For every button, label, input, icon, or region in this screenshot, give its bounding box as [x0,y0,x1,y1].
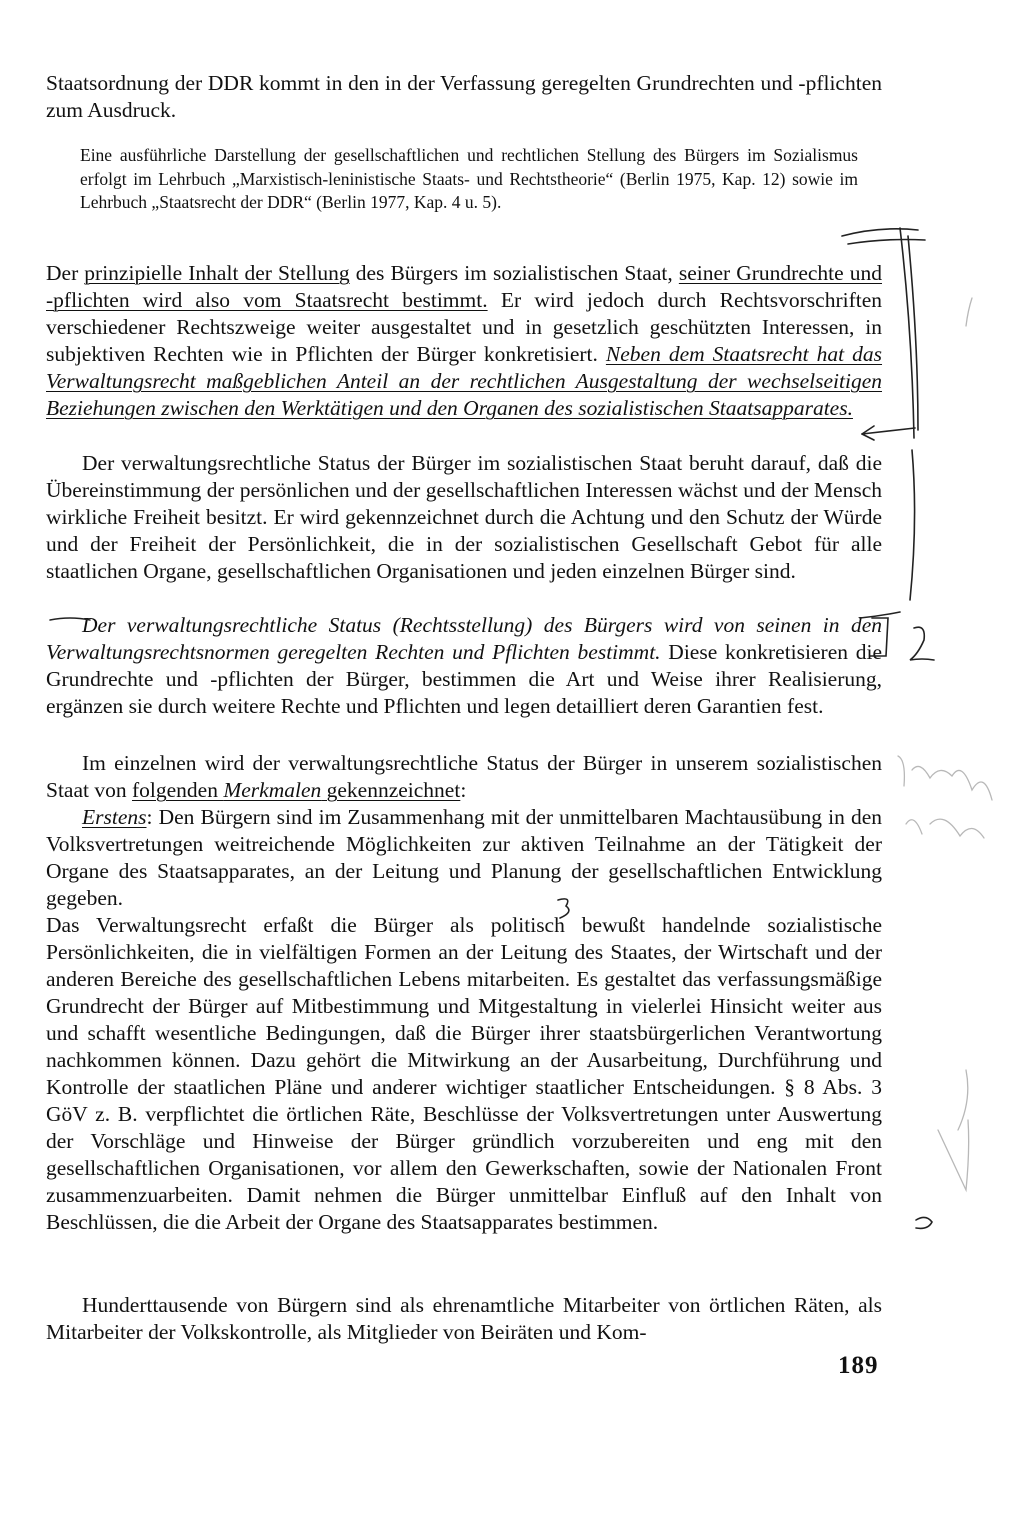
paragraph-intro: Staatsordnung der DDR kommt in den in der Verfassung geregelten Grundrechten und -pflichten zum Ausdruck. [46,71,882,122]
paragraph-principles [46,260,882,422]
text-run: Er wird jedoch durch Rechtsvorschriften verschiedener Rechtszweige weiter ausgestaltet und in gesetzlich geschützten Interessen, in subjektiven Rechten wie in Pflichten der Bürger konkretisiert. [46,288,882,366]
italic-underlined-run: Neben dem Staatsrecht hat das Verwaltungsrecht maßgeblichen Anteil an der rechtlichen Ausgestaltung der wechselseitigen Beziehungen zwischen den Werktätigen und den Organen des sozialistischen Staatsapparates. [46,342,883,420]
text-run: : Den Bürgern sind im Zusammenhang mit der unmittelbaren Machtausübung in den Volksvertretungen weitreichende Möglichkeiten zur aktiven Teilnahme an der Tätigkeit der Organe des Staatsapparates, an der Leitung und Planung der gesellschaftlichen Entwicklung gegeben. [46,805,882,910]
underlined-run: gekennzeichnet [321,778,461,802]
text-run: Im einzelnen wird der verwaltungsrechtliche Status der Bürger in unserem sozialistischen Staat von [46,751,882,802]
paragraph-volunteers: Hunderttausende von Bürgern sind als ehrenamtliche Mitarbeiter von örtlichen Räten, als Mitarbeiter der Volkskontrolle, als Mitglieder von Beiräten und Kom- [46,1293,882,1344]
italic-run: Der verwaltungsrechtliche Status (Rechtsstellung) des Bürgers wird von seinen in den Verwaltungsrechtsnormen geregelten Rechten und Pflichten bestimmt. [46,613,882,664]
page-number: 189 [838,1352,879,1379]
text-run: Der [46,261,85,285]
text-run: des Bürgers im sozialistischen Staat, [349,261,679,285]
underlined-run: prinzipielle Inhalt der Stellung [84,261,350,285]
underlined-run: seiner Grundrechte und -pflichten wird also vom Staatsrecht bestimmt. [46,261,882,312]
italic-underlined-run: Merkmalen [223,778,322,802]
underlined-run: folgenden [132,778,224,802]
paragraph-first-feature [46,804,882,912]
paragraph-administrative-law: Das Verwaltungsrecht erfaßt die Bürger als politisch bewußt handelnde sozialistische Persönlichkeiten, die in vielfältigen Formen an der Leitung des Staates, der Wirtschaft und der anderen Bereiche des gesellschaftlichen Lebens mitarbeiten. Es gestaltet das verfassungsmäßige Grundrecht der Bürger auf Mitbestimmung und Mitgestaltung in vielerlei Hinsicht weiter aus und schafft wesentliche Bedingungen, daß die Bürger ihrer staatsbürgerlichen Verantwortung nachkommen können. Dazu gehört die Mitwirkung an der Ausarbeitung, Durchführung und Kontrolle der staatlichen Pläne und anderer wichtiger staatlicher Entscheidungen. § 8 Abs. 3 GöV z. B. verpflichtet die örtlichen Räte, Beschlüsse der Volksvertretungen unter Auswertung der Vorschläge und Hinweise der Bürger gründlich vorzubereiten und eng mit den gesellschaftlichen Organisationen, vor allem den Gewerkschaften, sowie der Nationalen Front zusammenzuarbeiten. Damit nehmen die Bürger unmittelbar Einfluß auf den Inhalt von Beschlüssen, die die Arbeit der Organe des Staatsapparates bestimmen. [46,913,882,1234]
text-run: : [460,778,467,802]
paragraph-definition [46,612,882,720]
footnote-block: Eine ausführliche Darstellung der gesellschaftlichen und rechtlichen Stellung des Bürgers im Sozialismus erfolgt im Lehrbuch „Marxistisch-leninistische Staats- und Rechtstheorie“ (Berlin 1975, Kap. 12) sowie im Lehrbuch „Staatsrecht der DDR“ (Berlin 1977, Kap. 4 u. 5). [80,145,858,212]
paragraph-features [46,750,882,804]
text-run: Diese konkretisieren die Grundrechte und -pflichten der Bürger, bestimmen die Art und Weise ihrer Realisierung, ergänzen sie durch weitere Rechte und Pflichten und legen detailliert deren Garantien fest. [46,640,882,718]
paragraph-status: Der verwaltungsrechtliche Status der Bürger im sozialistischen Staat beruht darauf, daß die Übereinstimmung der persönlichen und der gesellschaftlichen Interessen wächst und der Mensch wirkliche Freiheit besitzt. Er wird gekennzeichnet durch die Achtung und den Schutz der Würde und der Freiheit der Persönlichkeit, die in der sozialistischen Gesellschaft Gebot für alle staatlichen Organe, gesellschaftlichen Organisationen und jeden einzelnen Bürger sind. [46,451,882,583]
italic-underlined-run: Erstens [82,805,147,829]
